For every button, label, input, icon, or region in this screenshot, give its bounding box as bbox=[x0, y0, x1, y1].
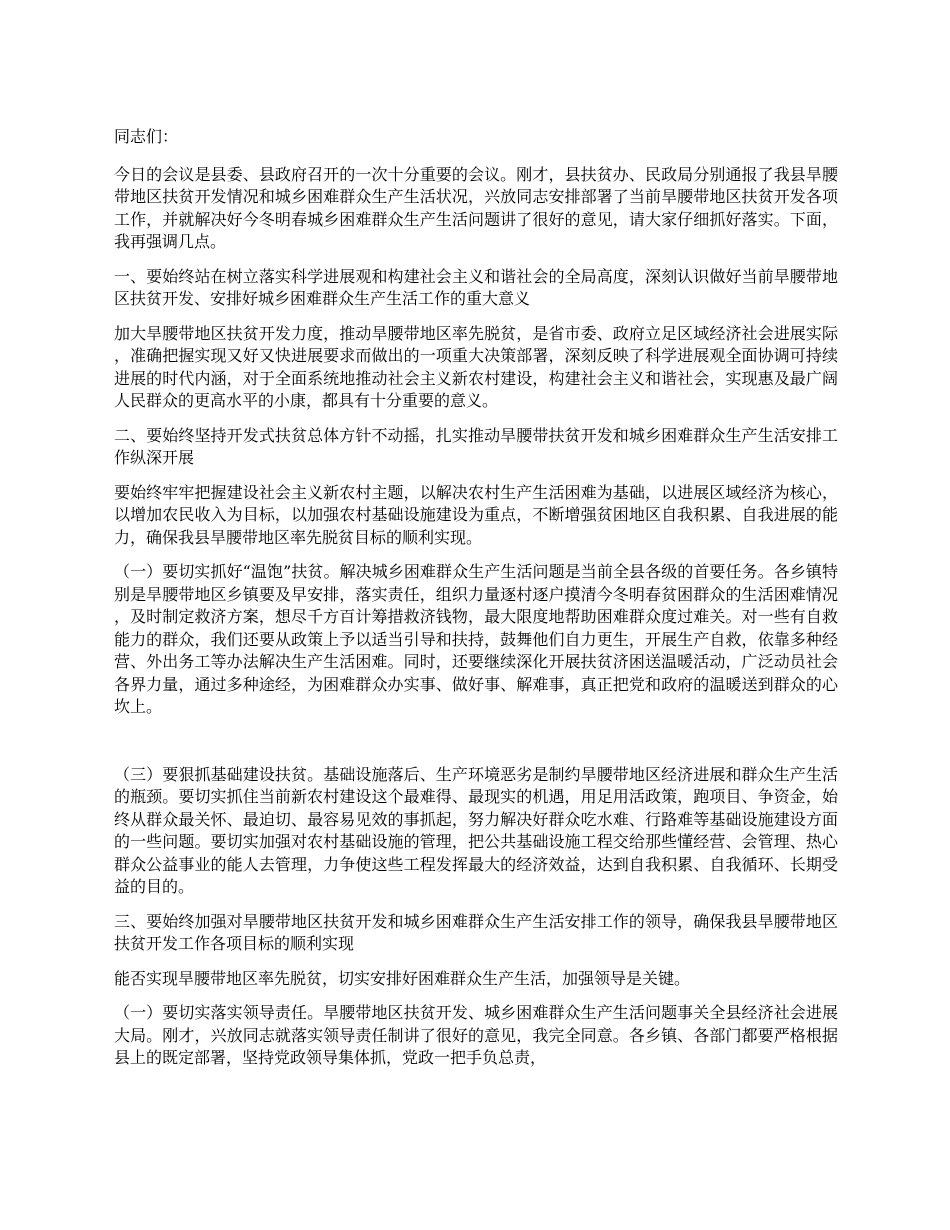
paragraph-significance: 加大旱腰带地区扶贫开发力度，推动旱腰带地区率先脱贫，是省市委、政府立足区域经济社会进展实际，准确把握实现又好又快进展要求而做出的一项重大决策部署，深刻反映了科学进展观全面协调可持续进展的时代内涵，对于全面系统地推动社会主义新农村建设，构建社会主义和谐社会，实现惠及最广阔人民群众的更高水平的小康，都具有十分重要的意义。 bbox=[114, 323, 838, 410]
paragraph-subsection-1: （一）要切实抓好“温饱”扶贫。解决城乡困难群众生产生活问题是当前全县各级的首要任务。各乡镇特别是旱腰带地区乡镇要及早安排，落实责任，组织力量逐村逐户摸清今冬明春贫困群众的生活困难情况，及时制定救济方案，想尽千方百计筹措救济钱物，最大限度地帮助困难群众度过难关。对一些有自救能力的群众，我们还要从政策上予以适当引导和扶持，鼓舞他们自力更生，开展生产自救，依靠多种经营、外出务工等办法解决生产生活困难。同时，还要继续深化开展扶贫济困送温暖活动，广泛动员社会各界力量，通过多种途经，为困难群众办实事、做好事、解难事，真正把党和政府的温暖送到群众的心坎上。 bbox=[114, 562, 838, 716]
salutation: 同志们： bbox=[114, 127, 179, 146]
section-heading-2: 二、要始终坚持开发式扶贫总体方针不动摇，扎实推动旱腰带扶贫开发和城乡困难群众生产生活安排工作纵深开展 bbox=[114, 425, 838, 467]
section-heading-3: 三、要始终加强对旱腰带地区扶贫开发和城乡困难群众生产生活安排工作的领导，确保我县旱腰带地区扶贫开发工作各项目标的顺利实现 bbox=[114, 911, 838, 953]
paragraph-leadership: 能否实现旱腰带地区率先脱贫，切实安排好困难群众生产生活，加强领导是关键。 bbox=[114, 968, 691, 988]
document-page bbox=[114, 126, 838, 1082]
paragraph-leadership-responsibility: （一）要切实落实领导责任。旱腰带地区扶贫开发、城乡困难群众生产生活问题事关全县经济社会进展大局。刚才，兴放同志就落实领导责任制讲了很好的意见，我完全同意。各乡镇、各部门都要严格根据县上的既定部署，坚持党政领导集体抓，党政一把手负总责， bbox=[114, 1003, 838, 1067]
section-heading-1: 一、要始终站在树立落实科学进展观和构建社会主义和谐社会的全局高度，深刻认识做好当前旱腰带地区扶贫开发、安排好城乡困难群众生产生活工作的重大意义 bbox=[114, 266, 838, 308]
paragraph-theme: 要始终牢牢把握建设社会主义新农村主题，以解决农村生产生活困难为基础，以进展区域经济为核心，以增加农民收入为目标，以加强农村基础设施建设为重点，不断增强贫困地区自我积累、自我进展的能力，确保我县旱腰带地区率先脱贫目标的顺利实现。 bbox=[114, 482, 838, 547]
paragraph-subsection-3: （三）要狠抓基础建设扶贫。基础设施落后、生产环境恶劣是制约旱腰带地区经济进展和群众生产生活的瓶颈。要切实抓住当前新农村建设这个最难得、最现实的机遇，用足用活政策，跑项目、争资金，始终从群众最关怀、最迫切、最容易见效的事抓起，努力解决好群众吃水难、行路难等基础设施建设方面的一些问题。要切实加强对农村基础设施的管理，把公共基础设施工程交给那些懂经营、会管理、热心群众公益事业的能人去管理，力争使这些工程发挥最大的经济效益，达到自我积累、自我循环、长期受益的目的。 bbox=[114, 764, 838, 896]
paragraph-intro: 今日的会议是县委、县政府召开的一次十分重要的会议。刚才，县扶贫办、民政局分别通报了我县旱腰带地区扶贫开发情况和城乡困难群众生产生活状况，兴放同志安排部署了当前旱腰带地区扶贫开发各项工作，并就解决好今冬明春城乡困难群众生产生活问题讲了很好的意见，请大家仔细抓好落实。下面，我再强调几点。 bbox=[114, 164, 838, 251]
